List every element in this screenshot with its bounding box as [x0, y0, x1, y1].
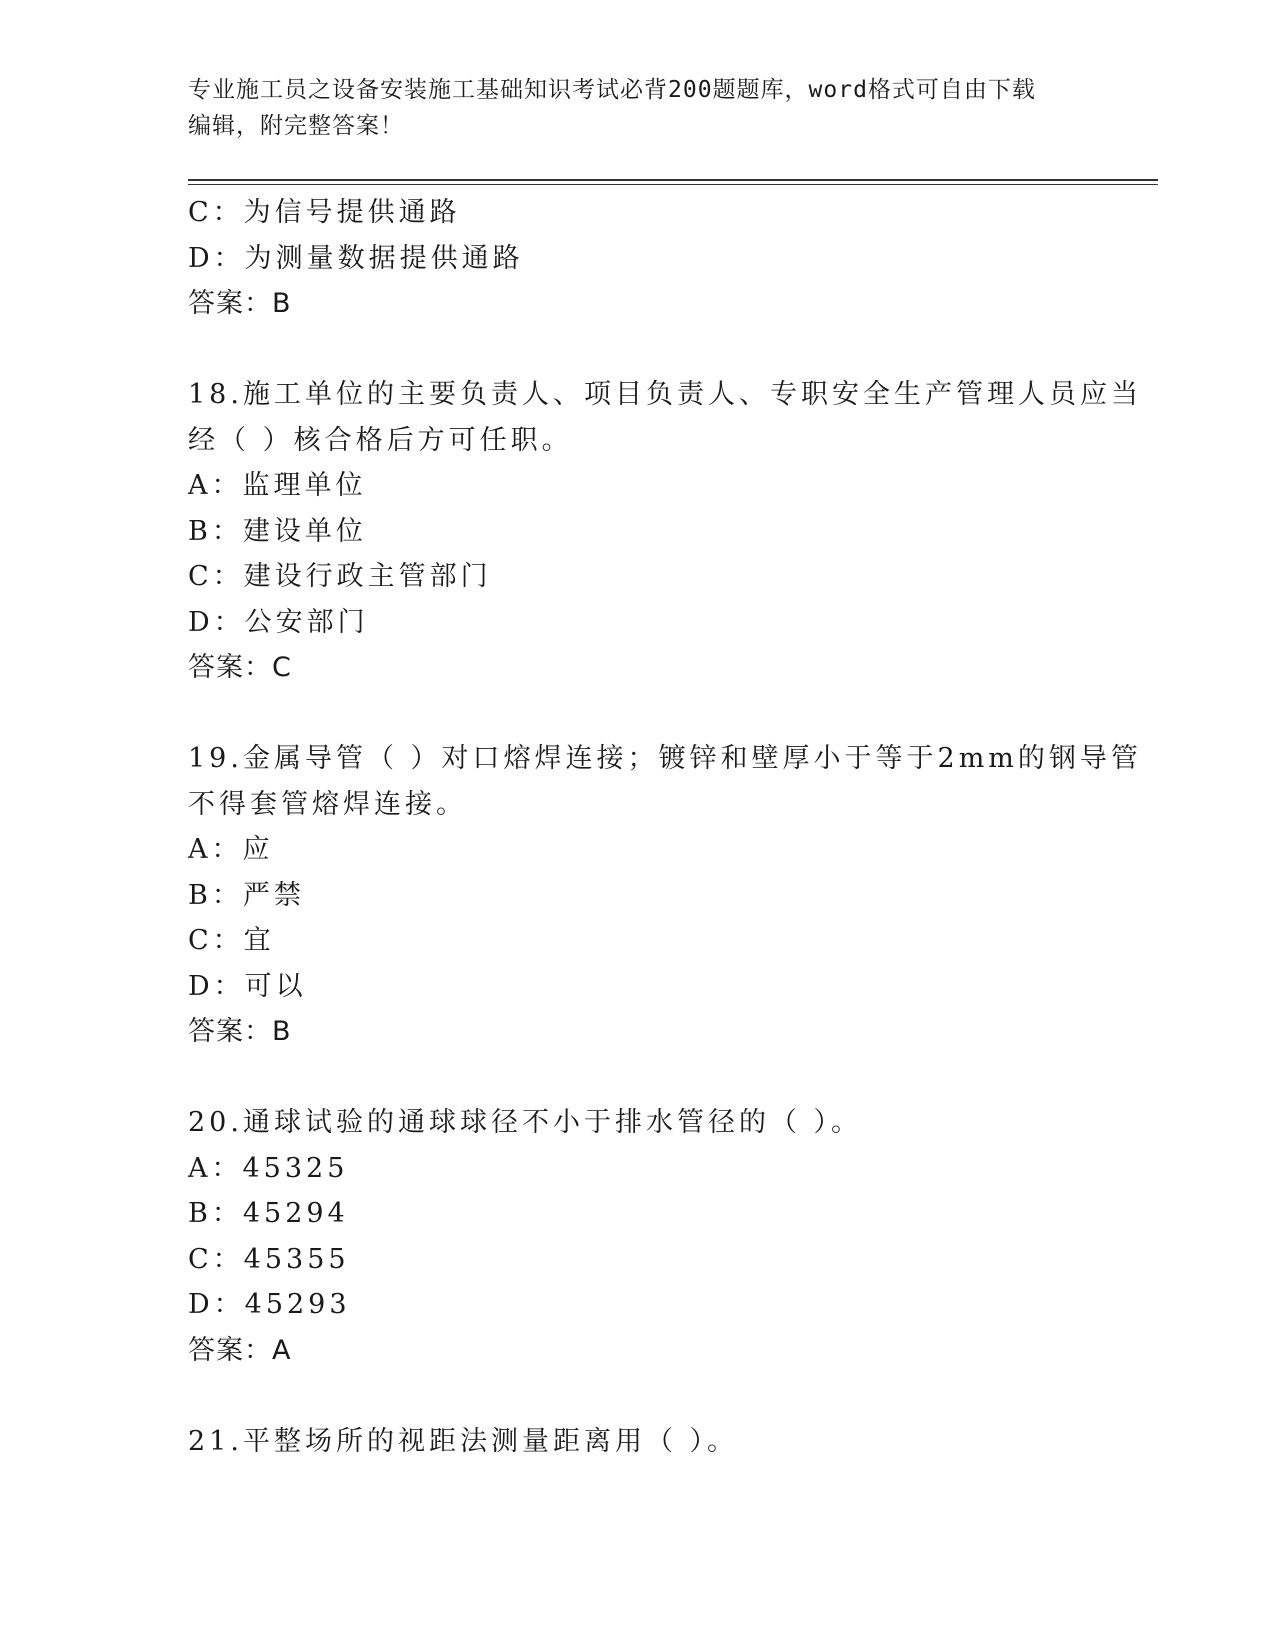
document-header	[188, 72, 1088, 144]
question-stem: 19.金属导管（ ）对口熔焊连接；镀锌和壁厚小于等于2mm的钢导管	[188, 743, 1142, 774]
answer-line: 答案：A	[188, 1334, 292, 1366]
option-b: B：45294	[188, 1198, 349, 1229]
question-stem: 18.施工单位的主要负责人、项目负责人、专职安全生产管理人员应当	[188, 379, 1142, 410]
question-20	[188, 1100, 1088, 1373]
spacer	[188, 1055, 1088, 1101]
question-stem: 不得套管熔焊连接。	[188, 788, 467, 820]
option-b: B：严禁	[188, 879, 305, 911]
option-c: C：宜	[188, 925, 275, 956]
question-21	[188, 1419, 1088, 1465]
spacer	[188, 691, 1088, 737]
question-stem: 21.平整场所的视距法测量距离用（ ）。	[188, 1425, 739, 1457]
header-line-1: 专业施工员之设备安装施工基础知识考试必背200题题库，word格式可自由下载	[188, 77, 1036, 103]
question-stem: 经（ ）核合格后方可任职。	[188, 424, 573, 456]
question-stem: 20.通球试验的通球球径不小于排水管径的（ ）。	[188, 1107, 863, 1138]
answer-line: 答案：C	[188, 652, 292, 683]
option-a: A：监理单位	[188, 470, 367, 501]
header-line-2: 编辑，附完整答案！	[188, 113, 404, 139]
spacer	[188, 1373, 1088, 1419]
spacer	[188, 327, 1088, 373]
answer-line: 答案：B	[188, 288, 292, 319]
option-a: A：45325	[188, 1152, 349, 1184]
option-a: A：应	[188, 834, 274, 865]
question-list	[188, 190, 1142, 1464]
option-c: C：45355	[188, 1243, 350, 1275]
question-19	[188, 736, 1142, 1055]
option-c: C：为信号提供通路	[188, 197, 461, 228]
option-d: D：为测量数据提供通路	[188, 242, 524, 274]
option-d: D：45293	[188, 1289, 351, 1320]
answer-line: 答案：B	[188, 1016, 292, 1047]
option-c: C：建设行政主管部门	[188, 561, 492, 592]
header-divider-thick	[188, 179, 1158, 181]
header-divider-thin	[188, 184, 1158, 185]
option-d: D：可以	[188, 970, 307, 1002]
option-d: D：公安部门	[188, 606, 369, 638]
option-b: B：建设单位	[188, 515, 367, 547]
question-18	[188, 372, 1142, 691]
